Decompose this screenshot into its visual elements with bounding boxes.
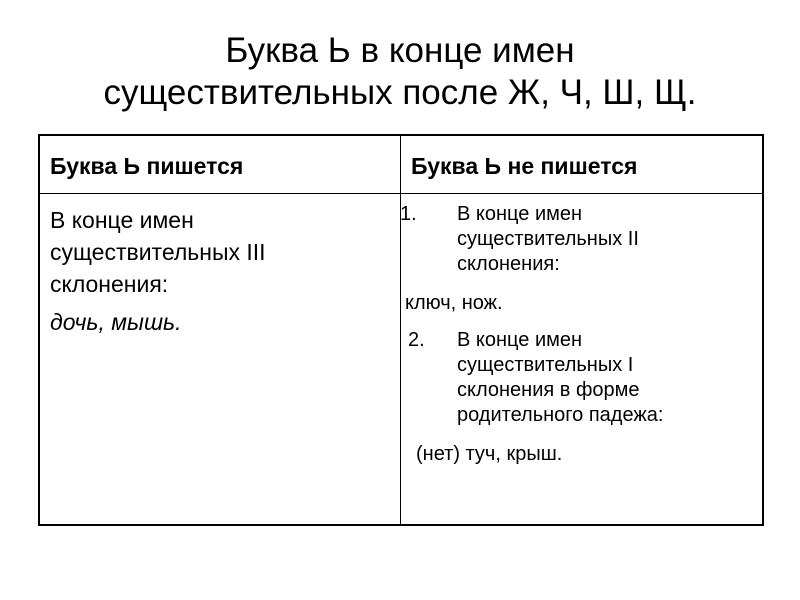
rule-example: дочь, мышь. <box>50 309 182 335</box>
title-line-1: Буква Ь в конце имен <box>225 31 575 70</box>
cell-soft-sign-written <box>50 204 390 338</box>
rule-line: В конце имен <box>50 207 194 233</box>
title-line-2: существительных после Ж, Ч, Ш, Щ. <box>103 73 697 112</box>
rule-line: существительных II <box>457 228 639 250</box>
rule-line: В конце имен <box>457 203 583 225</box>
rule-line: склонения: <box>457 253 560 275</box>
slide-title <box>0 30 800 114</box>
list-item <box>400 328 760 428</box>
rule-line: склонения в форме <box>457 379 640 401</box>
header-divider <box>40 193 762 194</box>
list-marker: 2. <box>408 329 425 351</box>
header-soft-sign-not-written: Буква Ь не пишется <box>411 153 638 179</box>
rule-line: родительного падежа: <box>457 404 664 426</box>
rule-line: существительных I <box>457 354 634 376</box>
cell-soft-sign-not-written <box>400 202 760 467</box>
rule-line: склонения: <box>50 271 169 297</box>
rule-example: ключ, нож. <box>405 292 503 314</box>
rule-example: (нет) туч, крыш. <box>416 443 563 465</box>
list-marker: 1. <box>400 203 417 225</box>
rules-table <box>38 134 764 526</box>
header-soft-sign-written: Буква Ь пишется <box>50 153 244 179</box>
rule-line: В конце имен <box>457 329 583 351</box>
list-item <box>400 202 760 277</box>
rule-line: существительных III <box>50 239 266 265</box>
